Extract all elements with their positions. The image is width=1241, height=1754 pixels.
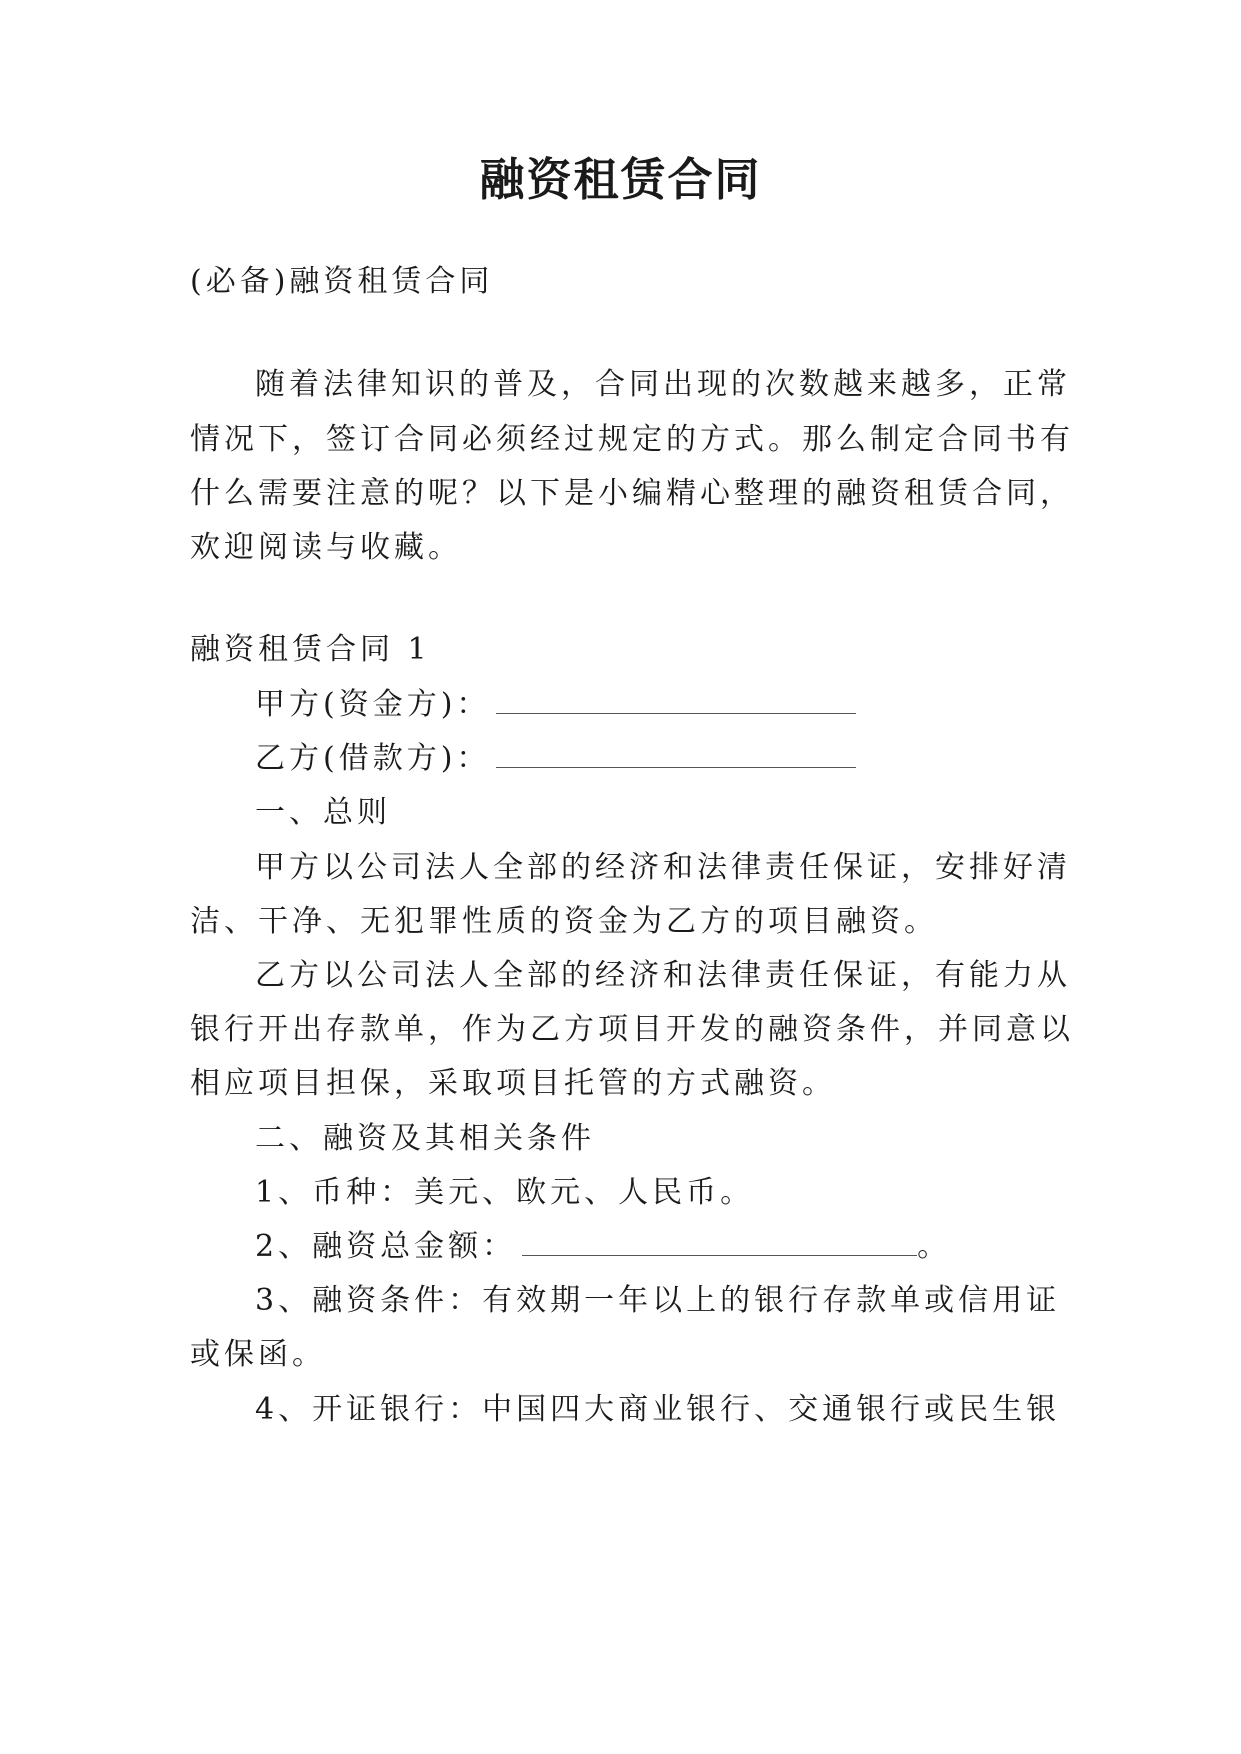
amount-label: 2、融资总金额： [255,1229,517,1264]
party-a-row [255,675,856,735]
document-title: 融资租赁合同 [479,153,762,206]
intro-line: 什么需要注意的呢？以下是小编精心整理的融资租赁合同， [190,476,1074,511]
list-item: 4、开证银行：中国四大商业银行、交通银行或民生银 [255,1392,1061,1427]
amount-row [255,1217,951,1277]
intro-line: 情况下，签订合同必须经过规定的方式。那么制定合同书有 [190,422,1074,457]
list-item-continuation: 或保函。 [190,1337,326,1372]
paragraph-line: 乙方以公司法人全部的经济和法律责任保证，有能力从 [255,958,1071,993]
paragraph-line: 相应项目担保，采取项目托管的方式融资。 [190,1066,836,1101]
section-heading: 二、融资及其相关条件 [255,1121,595,1156]
party-a-blank [496,683,856,714]
list-item: 3、融资条件：有效期一年以上的银行存款单或信用证 [255,1283,1061,1318]
party-b-blank [496,737,856,768]
intro-line: 欢迎阅读与收藏。 [190,530,462,565]
party-a-label: 甲方(资金方)： [255,687,491,722]
paragraph-line: 洁、干净、无犯罪性质的资金为乙方的项目融资。 [190,904,938,939]
party-b-row [255,729,856,789]
document-subtitle: (必备)融资租赁合同 [190,264,494,299]
section-heading: 一、总则 [255,795,391,830]
list-item: 1、币种：美元、欧元、人民币。 [255,1175,755,1210]
amount-suffix: 。 [917,1229,952,1264]
intro-line: 随着法律知识的普及，合同出现的次数越来越多，正常 [255,367,1071,402]
party-b-label: 乙方(借款方)： [255,741,491,776]
paragraph-line: 甲方以公司法人全部的经济和法律责任保证，安排好清 [255,850,1071,885]
amount-blank [522,1225,917,1256]
contract-heading: 融资租赁合同 1 [190,632,431,667]
paragraph-line: 银行开出存款单，作为乙方项目开发的融资条件，并同意以 [190,1012,1074,1047]
